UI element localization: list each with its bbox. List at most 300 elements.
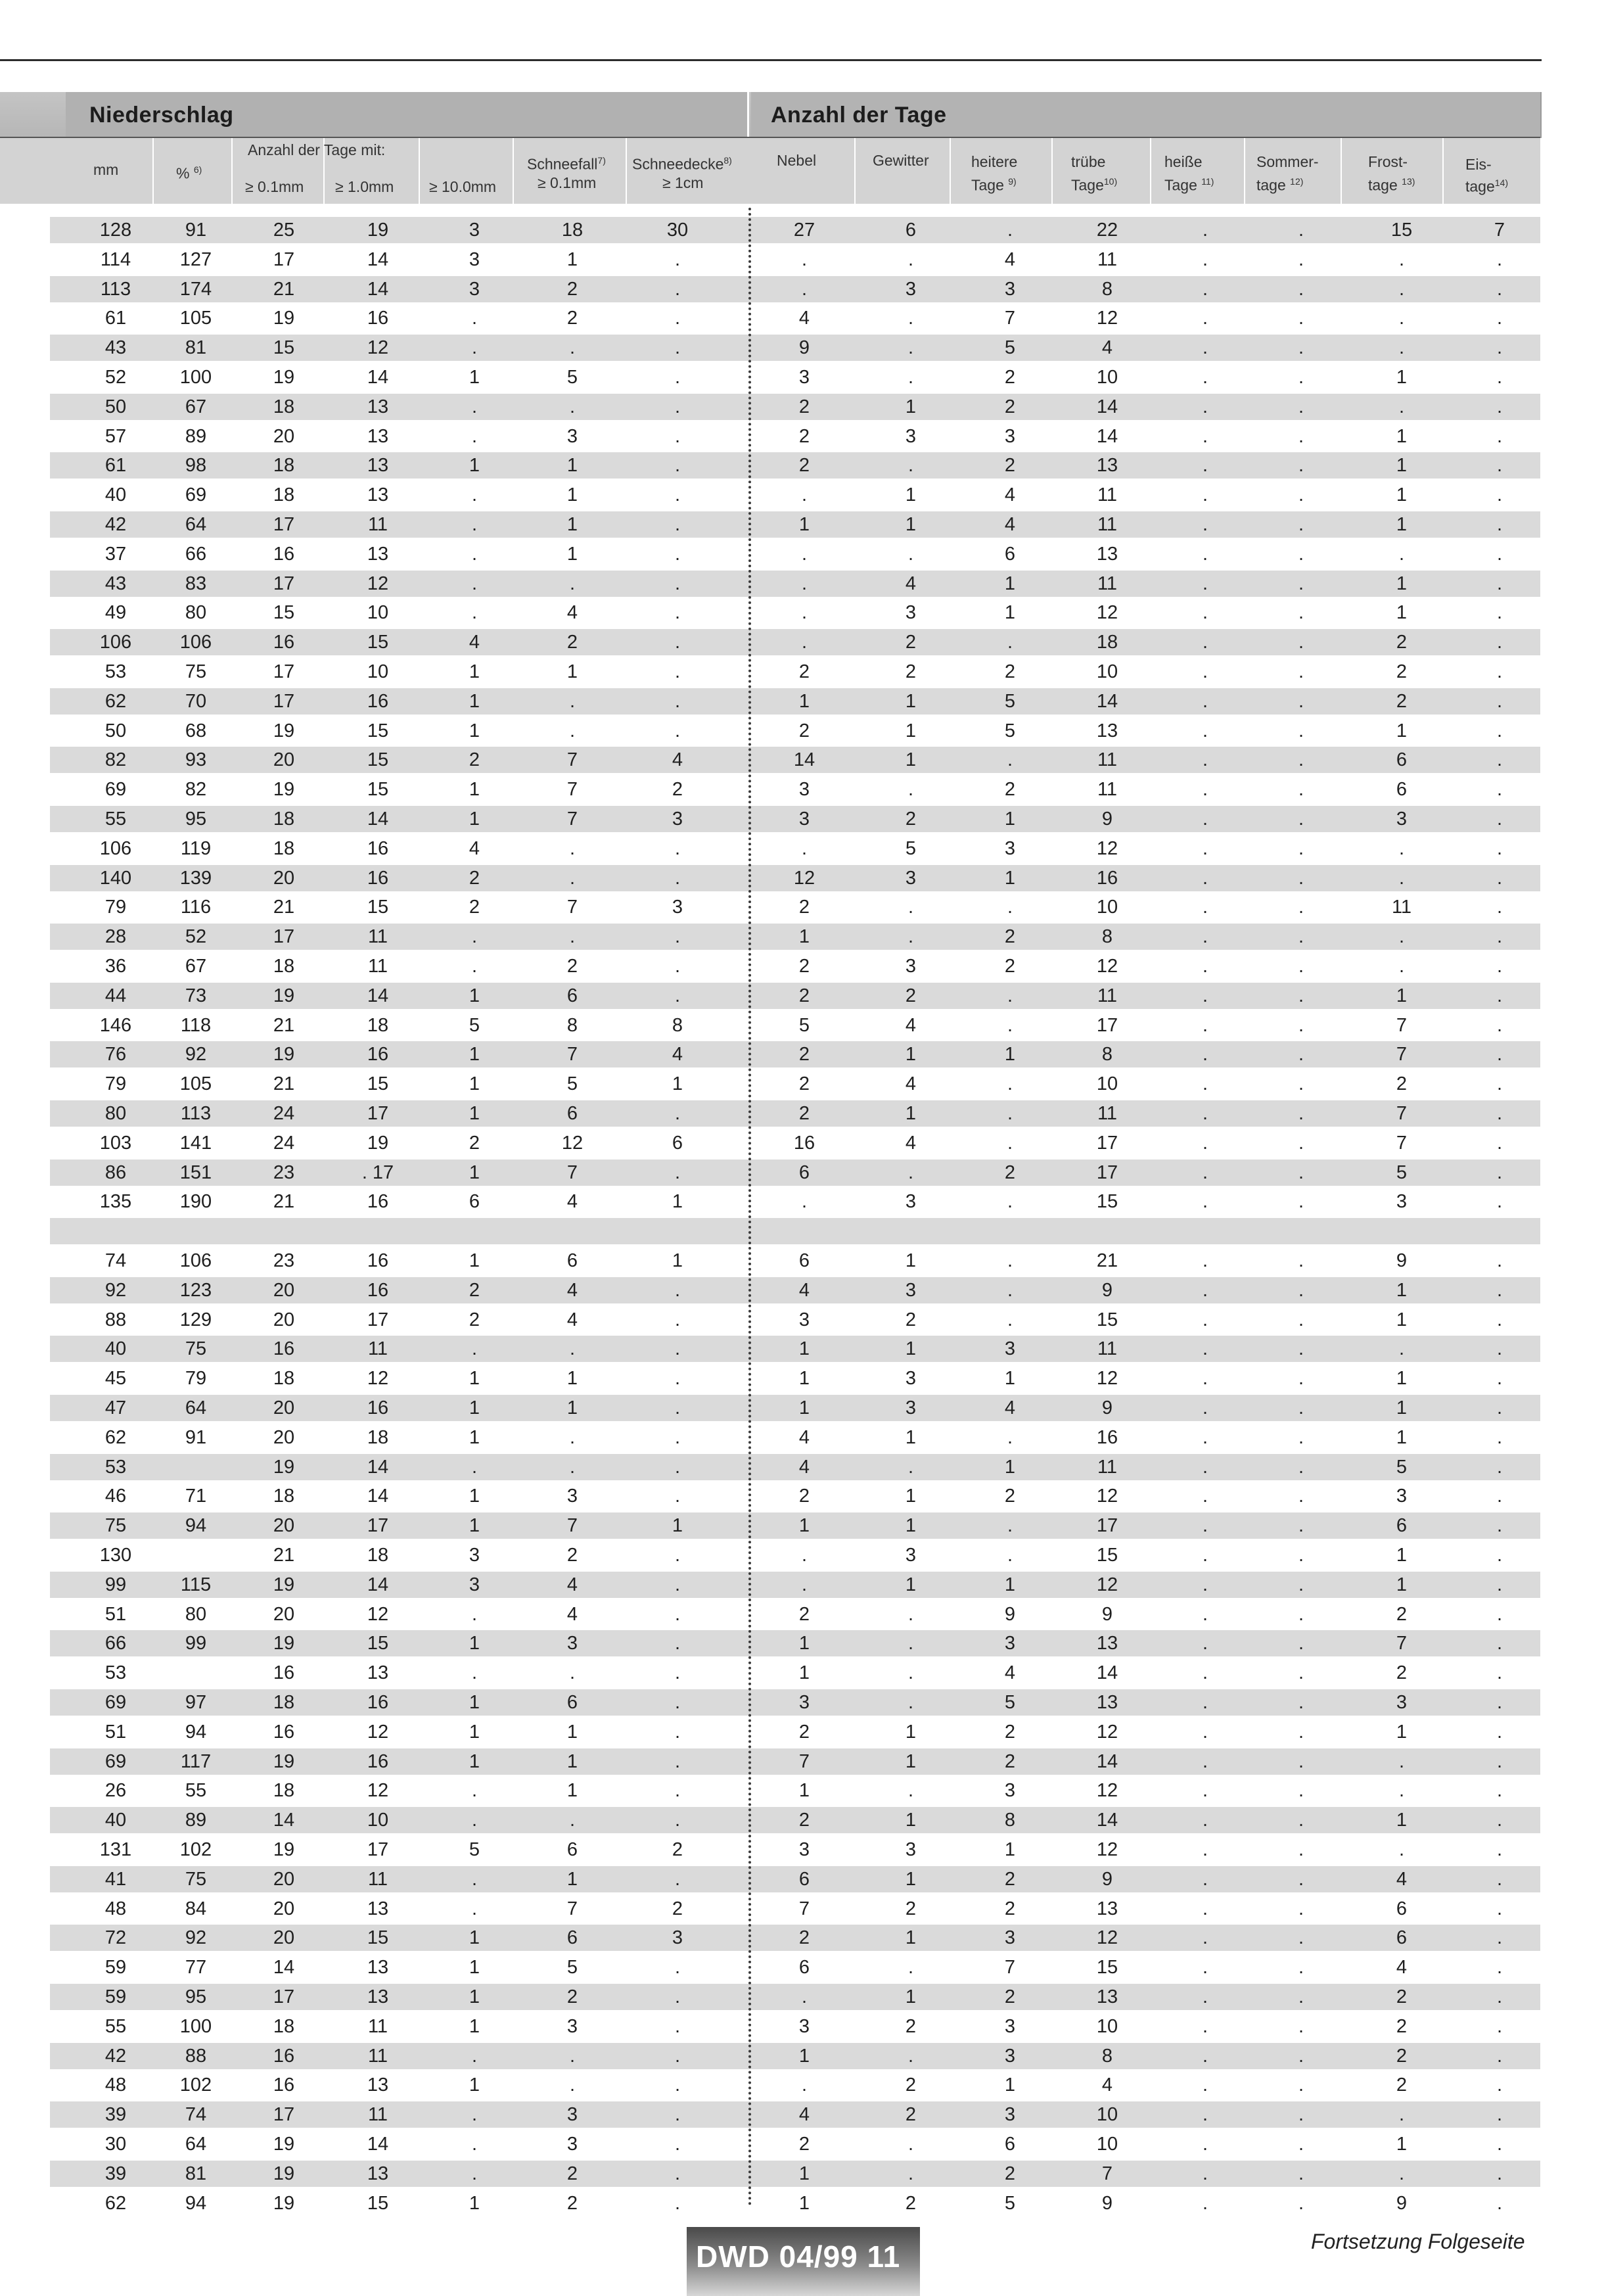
cell-summer-days: . — [1298, 926, 1304, 948]
cell-mm: 86 — [104, 1161, 127, 1183]
cell-days-ge-0-1mm: 24 — [273, 1132, 295, 1154]
cell-mm: 48 — [104, 2074, 127, 2096]
cell-percent: 81 — [185, 337, 207, 359]
cell-hot-days: . — [1202, 1486, 1208, 1507]
cell-thunderstorm-days: 3 — [905, 1279, 917, 1301]
cell-snowfall-days: . — [569, 867, 576, 889]
cell-mm: 69 — [104, 1750, 127, 1772]
cell-thunderstorm-days: 3 — [905, 1368, 917, 1390]
cell-percent: 74 — [185, 2104, 207, 2126]
cell-summer-days: . — [1298, 2163, 1304, 2184]
cell-snowcover-days: . — [674, 867, 681, 889]
cell-frost-days: 7 — [1396, 1014, 1408, 1036]
cell-snowfall-days: 1 — [566, 661, 578, 682]
cell-thunderstorm-days: 1 — [905, 1044, 917, 1066]
cell-days-ge-0-1mm: 19 — [273, 1633, 295, 1654]
cell-summer-days: . — [1298, 985, 1304, 1006]
cell-ice-days: . — [1496, 1014, 1503, 1036]
cell-thunderstorm-days: 3 — [905, 425, 917, 447]
cell-hot-days: . — [1202, 985, 1208, 1006]
cell-percent: 75 — [185, 1338, 207, 1360]
table-row — [50, 1748, 1540, 1775]
cell-hot-days: . — [1202, 1191, 1208, 1213]
cell-dull-days: 14 — [1096, 1750, 1118, 1772]
cell-summer-days: . — [1298, 720, 1304, 741]
cell-mm: 53 — [104, 1456, 127, 1478]
cell-mm: 92 — [104, 1279, 127, 1301]
cell-snowcover-days: . — [674, 1662, 681, 1684]
cell-thunderstorm-days: 1 — [905, 514, 917, 535]
cell-dull-days: 11 — [1097, 573, 1118, 594]
cell-days-ge-10-0mm: . — [471, 926, 478, 948]
cell-summer-days: . — [1298, 1515, 1304, 1537]
cell-ice-days: . — [1496, 1250, 1503, 1271]
cell-days-ge-0-1mm: 15 — [273, 337, 295, 359]
cell-dull-days: 9 — [1101, 1868, 1113, 1890]
cell-clear-days: 3 — [1004, 837, 1016, 859]
cell-days-ge-1-0mm: 13 — [367, 2074, 389, 2096]
cell-frost-days: 1 — [1396, 1721, 1408, 1743]
cell-days-ge-10-0mm: . — [471, 573, 478, 594]
cell-summer-days: . — [1298, 1309, 1304, 1330]
cell-days-ge-0-1mm: 19 — [273, 1750, 295, 1772]
cell-dull-days: 12 — [1096, 1368, 1118, 1390]
cell-hot-days: . — [1202, 1368, 1208, 1390]
cell-days-ge-0-1mm: 20 — [273, 1515, 295, 1537]
table-row — [50, 246, 1540, 273]
cell-ice-days: . — [1496, 1073, 1503, 1095]
cell-clear-days: 3 — [1004, 2045, 1016, 2067]
cell-percent: 93 — [185, 749, 207, 771]
cell-summer-days: . — [1298, 1662, 1304, 1684]
cell-days-ge-10-0mm: 2 — [469, 1279, 480, 1301]
table-row — [50, 1660, 1540, 1686]
cell-days-ge-1-0mm: 14 — [367, 1486, 389, 1507]
cell-frost-days: . — [1398, 543, 1405, 565]
cell-ice-days: . — [1496, 1456, 1503, 1478]
cell-days-ge-10-0mm: . — [471, 1603, 478, 1625]
cell-hot-days: . — [1202, 2163, 1208, 2184]
cell-percent: 117 — [180, 1750, 212, 1772]
cell-thunderstorm-days: . — [907, 2045, 914, 2067]
cell-clear-days: . — [1007, 220, 1013, 241]
col-header-frost-tage: tage — [1368, 176, 1398, 194]
cell-frost-days: . — [1398, 337, 1405, 359]
cell-summer-days: . — [1298, 1898, 1304, 1919]
cell-ice-days: . — [1496, 367, 1503, 388]
cell-frost-days: 1 — [1396, 484, 1408, 506]
cell-fog-days: . — [801, 278, 808, 300]
col-header-sommer-tage: tage — [1256, 176, 1286, 194]
cell-days-ge-1-0mm: 16 — [367, 308, 389, 329]
cell-fog-days: 6 — [798, 1957, 810, 1979]
table-row — [50, 1365, 1540, 1392]
cell-dull-days: 13 — [1096, 1986, 1118, 2007]
cell-frost-days: 15 — [1390, 220, 1413, 241]
cell-thunderstorm-days: . — [907, 1957, 914, 1979]
cell-frost-days: 3 — [1396, 808, 1408, 830]
col-header-percent-label: % — [176, 164, 190, 182]
table-row — [50, 2013, 1540, 2040]
cell-dull-days: 15 — [1096, 1957, 1118, 1979]
cell-percent: 77 — [185, 1957, 207, 1979]
cell-days-ge-0-1mm: 17 — [273, 2104, 295, 2126]
cell-ice-days — [1454, 1218, 1546, 1244]
cell-summer-days: . — [1298, 1103, 1304, 1124]
cell-frost-days: 2 — [1396, 690, 1408, 712]
cell-snowcover-days: . — [674, 248, 681, 270]
cell-dull-days: 11 — [1097, 1456, 1118, 1478]
cell-snowfall-days: 1 — [566, 514, 578, 535]
cell-percent: 119 — [180, 837, 212, 859]
cell-snowcover-days: . — [674, 1426, 681, 1448]
cell-thunderstorm-days: 2 — [905, 632, 917, 653]
cell-hot-days: . — [1202, 1014, 1208, 1036]
cell-hot-days: . — [1202, 632, 1208, 653]
cell-snowfall-days: . — [569, 690, 576, 712]
cell-mm: 49 — [104, 602, 127, 624]
cell-days-ge-10-0mm: 1 — [469, 720, 480, 741]
cell-fog-days: . — [801, 2074, 808, 2096]
cell-ice-days: . — [1496, 455, 1503, 477]
cell-dull-days: 14 — [1096, 690, 1118, 712]
cell-days-ge-1-0mm: 10 — [367, 661, 389, 682]
cell-snowcover-days: . — [674, 2163, 681, 2184]
cell-thunderstorm-days: 2 — [905, 2074, 917, 2096]
cell-clear-days: 2 — [1004, 1721, 1016, 1743]
table-row — [50, 541, 1540, 567]
cell-days-ge-0-1mm: 21 — [273, 897, 295, 918]
cell-thunderstorm-days: 2 — [905, 985, 917, 1006]
col-header-eis-1: Eis- — [1465, 156, 1492, 173]
cell-snowfall-days: 7 — [566, 1161, 578, 1183]
table-row — [50, 276, 1540, 302]
cell-snowcover-days: 4 — [672, 749, 683, 771]
cell-dull-days: 14 — [1096, 425, 1118, 447]
cell-mm: 128 — [99, 220, 132, 241]
cell-frost-days: 2 — [1396, 1662, 1408, 1684]
table-row — [50, 1925, 1540, 1951]
cell-thunderstorm-days: 3 — [905, 1191, 917, 1213]
cell-mm: 50 — [104, 720, 127, 741]
col-header-truebe-1: trübe — [1071, 153, 1106, 170]
cell-ice-days: . — [1496, 632, 1503, 653]
cell-days-ge-1-0mm: 14 — [367, 1456, 389, 1478]
cell-percent: 102 — [179, 1839, 212, 1860]
cell-ice-days: . — [1496, 2045, 1503, 2067]
cell-snowcover-days: . — [674, 308, 681, 329]
cell-frost-days: 2 — [1396, 632, 1408, 653]
cell-clear-days: 5 — [1004, 690, 1016, 712]
cell-snowfall-days: . — [569, 837, 576, 859]
cell-hot-days: . — [1202, 1250, 1208, 1271]
cell-days-ge-10-0mm: 1 — [469, 1073, 480, 1095]
cell-clear-days — [964, 1218, 1056, 1244]
table-row — [50, 835, 1540, 862]
table-row — [50, 364, 1540, 390]
table-row — [50, 1777, 1540, 1804]
cell-snowcover-days: . — [674, 1957, 681, 1979]
cell-clear-days: 2 — [1004, 367, 1016, 388]
cell-days-ge-1-0mm: 15 — [367, 2192, 389, 2214]
col-header-schneefall-threshold: ≥ 0.1mm — [538, 174, 597, 191]
cell-mm: 131 — [99, 1839, 132, 1860]
cell-ice-days: . — [1496, 1368, 1503, 1390]
cell-ice-days: . — [1496, 1662, 1503, 1684]
cell-clear-days: 1 — [1004, 1368, 1016, 1390]
cell-thunderstorm-days: . — [907, 779, 914, 801]
cell-clear-days: 3 — [1004, 1633, 1016, 1654]
cell-thunderstorm-days: 1 — [905, 1103, 917, 1124]
cell-fog-days: 4 — [798, 2104, 810, 2126]
cell-fog-days: 2 — [798, 720, 810, 741]
cell-summer-days: . — [1298, 1044, 1304, 1066]
cell-clear-days: . — [1007, 1426, 1013, 1448]
cell-ice-days: . — [1496, 749, 1503, 771]
cell-days-ge-10-0mm: . — [471, 2163, 478, 2184]
table-row — [50, 217, 1540, 243]
cell-mm: 113 — [100, 278, 131, 300]
column-separator — [1442, 138, 1444, 204]
col-header-ge-1-0mm: ≥ 1.0mm — [335, 178, 394, 195]
cell-days-ge-0-1mm: 19 — [273, 720, 295, 741]
cell-thunderstorm-days: 2 — [905, 2015, 917, 2037]
cell-summer-days: . — [1298, 220, 1304, 241]
cell-days-ge-0-1mm: 18 — [273, 455, 295, 477]
cell-days-ge-10-0mm: 5 — [469, 1839, 480, 1860]
cell-days-ge-1-0mm: 14 — [367, 985, 389, 1006]
col-header-ge-10-0mm: ≥ 10.0mm — [429, 178, 497, 195]
cell-days-ge-1-0mm: 19 — [367, 220, 389, 241]
cell-days-ge-10-0mm: 1 — [469, 1368, 480, 1390]
cell-days-ge-10-0mm: 2 — [469, 867, 480, 889]
cell-snowcover-days: . — [674, 837, 681, 859]
table-row — [50, 2161, 1540, 2187]
col-group-label: Anzahl der Tage mit: — [248, 141, 386, 158]
cell-snowcover-days: 6 — [672, 1132, 683, 1154]
cell-thunderstorm-days — [865, 1218, 957, 1244]
cell-percent: 116 — [180, 897, 212, 918]
table-row — [50, 894, 1540, 920]
cell-mm: 62 — [104, 1426, 127, 1448]
cell-mm: 40 — [104, 484, 127, 506]
cell-thunderstorm-days: 3 — [905, 602, 917, 624]
column-separator — [231, 138, 233, 204]
cell-fog-days — [758, 1218, 850, 1244]
cell-fog-days: 3 — [798, 808, 810, 830]
cell-days-ge-0-1mm: 20 — [273, 1927, 295, 1949]
cell-days-ge-0-1mm: 17 — [273, 248, 295, 270]
table-row — [50, 1277, 1540, 1303]
cell-clear-days: . — [1007, 749, 1013, 771]
cell-ice-days: . — [1496, 956, 1503, 977]
cell-thunderstorm-days: . — [907, 1692, 914, 1713]
cell-thunderstorm-days: 3 — [905, 1397, 917, 1418]
cell-mm: 28 — [104, 926, 127, 948]
cell-thunderstorm-days: 2 — [905, 1309, 917, 1330]
cell-hot-days: . — [1202, 1898, 1208, 1919]
cell-percent: 123 — [179, 1279, 212, 1301]
cell-percent: 75 — [185, 1868, 207, 1890]
cell-snowcover-days: . — [674, 573, 681, 594]
cell-fog-days: 5 — [798, 1014, 810, 1036]
cell-dull-days: 9 — [1101, 1397, 1113, 1418]
cell-thunderstorm-days: 2 — [905, 2192, 917, 2214]
cell-snowfall-days: 2 — [566, 956, 578, 977]
column-separator — [854, 138, 856, 204]
cell-clear-days: 2 — [1004, 926, 1016, 948]
cell-summer-days: . — [1298, 808, 1304, 830]
cell-percent: 129 — [179, 1309, 212, 1330]
cell-dull-days: 10 — [1096, 897, 1118, 918]
cell-clear-days: 3 — [1004, 425, 1016, 447]
cell-frost-days: . — [1398, 396, 1405, 417]
cell-snowfall-days: 1 — [566, 455, 578, 477]
cell-hot-days: . — [1202, 248, 1208, 270]
cell-ice-days: . — [1496, 1898, 1503, 1919]
cell-frost-days: 6 — [1396, 749, 1408, 771]
cell-snowcover-days: . — [674, 1161, 681, 1183]
cell-thunderstorm-days: . — [907, 897, 914, 918]
table-row — [50, 1012, 1540, 1039]
cell-days-ge-0-1mm: 19 — [273, 1456, 295, 1478]
cell-days-ge-1-0mm: 13 — [367, 1662, 389, 1684]
cell-dull-days: 11 — [1097, 1338, 1118, 1360]
cell-hot-days: . — [1202, 1574, 1208, 1595]
cell-summer-days: . — [1298, 248, 1304, 270]
cell-percent: 94 — [185, 2192, 207, 2214]
cell-dull-days: 13 — [1096, 1633, 1118, 1654]
cell-summer-days: . — [1298, 779, 1304, 801]
cell-hot-days: . — [1202, 720, 1208, 741]
cell-snowfall-days: 2 — [566, 1545, 578, 1566]
col-header-eis-2 — [1465, 174, 1508, 196]
table-row — [50, 2131, 1540, 2157]
col-header-eis-note: 14) — [1494, 177, 1508, 188]
cell-mm: 62 — [104, 2192, 127, 2214]
cell-fog-days: 3 — [798, 1692, 810, 1713]
cell-mm: 41 — [104, 1868, 127, 1890]
cell-ice-days: . — [1496, 2134, 1503, 2155]
top-rule — [0, 59, 1542, 61]
cell-clear-days: 4 — [1004, 484, 1016, 506]
cell-percent: 73 — [185, 985, 207, 1006]
cell-hot-days: . — [1202, 2045, 1208, 2067]
cell-ice-days: . — [1496, 1780, 1503, 1802]
cell-snowcover-days: 1 — [672, 1191, 683, 1213]
cell-thunderstorm-days: 1 — [905, 749, 917, 771]
cell-frost-days: 1 — [1396, 720, 1408, 741]
cell-snowfall-days: 8 — [566, 1014, 578, 1036]
cell-days-ge-1-0mm: 14 — [367, 1574, 389, 1595]
cell-days-ge-0-1mm: 14 — [273, 1810, 295, 1831]
cell-frost-days: 1 — [1396, 602, 1408, 624]
cell-percent: 91 — [185, 1426, 207, 1448]
cell-hot-days: . — [1202, 2074, 1208, 2096]
table-row — [50, 1984, 1540, 2010]
cell-mm: 59 — [104, 1957, 127, 1979]
table-row — [50, 423, 1540, 450]
cell-mm: 135 — [99, 1191, 132, 1213]
cell-days-ge-0-1mm: 16 — [273, 543, 295, 565]
cell-days-ge-0-1mm: 17 — [273, 573, 295, 594]
cell-ice-days: . — [1496, 926, 1503, 948]
cell-snowcover-days: . — [674, 720, 681, 741]
cell-days-ge-10-0mm: 1 — [469, 1633, 480, 1654]
cell-thunderstorm-days: 1 — [905, 690, 917, 712]
cell-days-ge-0-1mm: 18 — [273, 1368, 295, 1390]
cell-thunderstorm-days: . — [907, 1161, 914, 1183]
cell-mm: 30 — [104, 2134, 127, 2155]
cell-dull-days: 17 — [1096, 1014, 1118, 1036]
cell-snowcover-days: . — [674, 1456, 681, 1478]
cell-hot-days: . — [1202, 367, 1208, 388]
cell-summer-days: . — [1298, 2192, 1304, 2214]
cell-fog-days: . — [801, 1574, 808, 1595]
cell-mm: 103 — [99, 1132, 132, 1154]
col-header-frost-note: 13) — [1402, 176, 1415, 187]
cell-dull-days: 11 — [1097, 484, 1118, 506]
cell-ice-days: . — [1496, 1927, 1503, 1949]
cell-days-ge-10-0mm: 4 — [469, 837, 480, 859]
cell-clear-days: . — [1007, 1279, 1013, 1301]
cell-summer-days: . — [1298, 2074, 1304, 2096]
table-row — [50, 452, 1540, 479]
cell-fog-days: 1 — [798, 514, 810, 535]
table-row — [50, 1601, 1540, 1628]
cell-snowfall-days: 6 — [566, 1692, 578, 1713]
cell-clear-days: 7 — [1004, 1957, 1016, 1979]
cell-hot-days: . — [1202, 1721, 1208, 1743]
cell-days-ge-1-0mm — [332, 1218, 424, 1244]
cell-mm: 43 — [104, 337, 127, 359]
cell-ice-days: . — [1496, 897, 1503, 918]
cell-mm: 75 — [104, 1515, 127, 1537]
table-row — [50, 1336, 1540, 1362]
cell-fog-days: 16 — [793, 1132, 815, 1154]
cell-mm: 53 — [104, 661, 127, 682]
cell-frost-days: 4 — [1396, 1868, 1408, 1890]
cell-snowcover-days: . — [674, 926, 681, 948]
table-row — [50, 1454, 1540, 1480]
cell-days-ge-10-0mm: . — [471, 2104, 478, 2126]
cell-fog-days: . — [801, 484, 808, 506]
cell-clear-days: 1 — [1004, 808, 1016, 830]
cell-days-ge-10-0mm: 1 — [469, 779, 480, 801]
cell-frost-days: 6 — [1396, 1515, 1408, 1537]
cell-ice-days: . — [1496, 985, 1503, 1006]
cell-mm: 146 — [99, 1014, 132, 1036]
cell-hot-days: . — [1202, 1338, 1208, 1360]
cell-thunderstorm-days: 1 — [905, 1927, 917, 1949]
cell-dull-days: 4 — [1101, 2074, 1113, 2096]
cell-frost-days: 6 — [1396, 1898, 1408, 1919]
cell-days-ge-10-0mm: 3 — [469, 1574, 480, 1595]
cell-frost-days: 6 — [1396, 1927, 1408, 1949]
cell-days-ge-0-1mm: 17 — [273, 690, 295, 712]
cell-ice-days: . — [1496, 661, 1503, 682]
publication-badge-text: DWD 04/99 11 — [696, 2239, 901, 2274]
cell-clear-days: 3 — [1004, 1780, 1016, 1802]
cell-fog-days: 2 — [798, 1044, 810, 1066]
cell-snowfall-days: 3 — [566, 1486, 578, 1507]
cell-fog-days: 4 — [798, 308, 810, 329]
cell-mm: 69 — [104, 1692, 127, 1713]
cell-ice-days: . — [1496, 808, 1503, 830]
column-separator — [1244, 138, 1245, 204]
cell-fog-days: 2 — [798, 897, 810, 918]
cell-frost-days: 1 — [1396, 1574, 1408, 1595]
